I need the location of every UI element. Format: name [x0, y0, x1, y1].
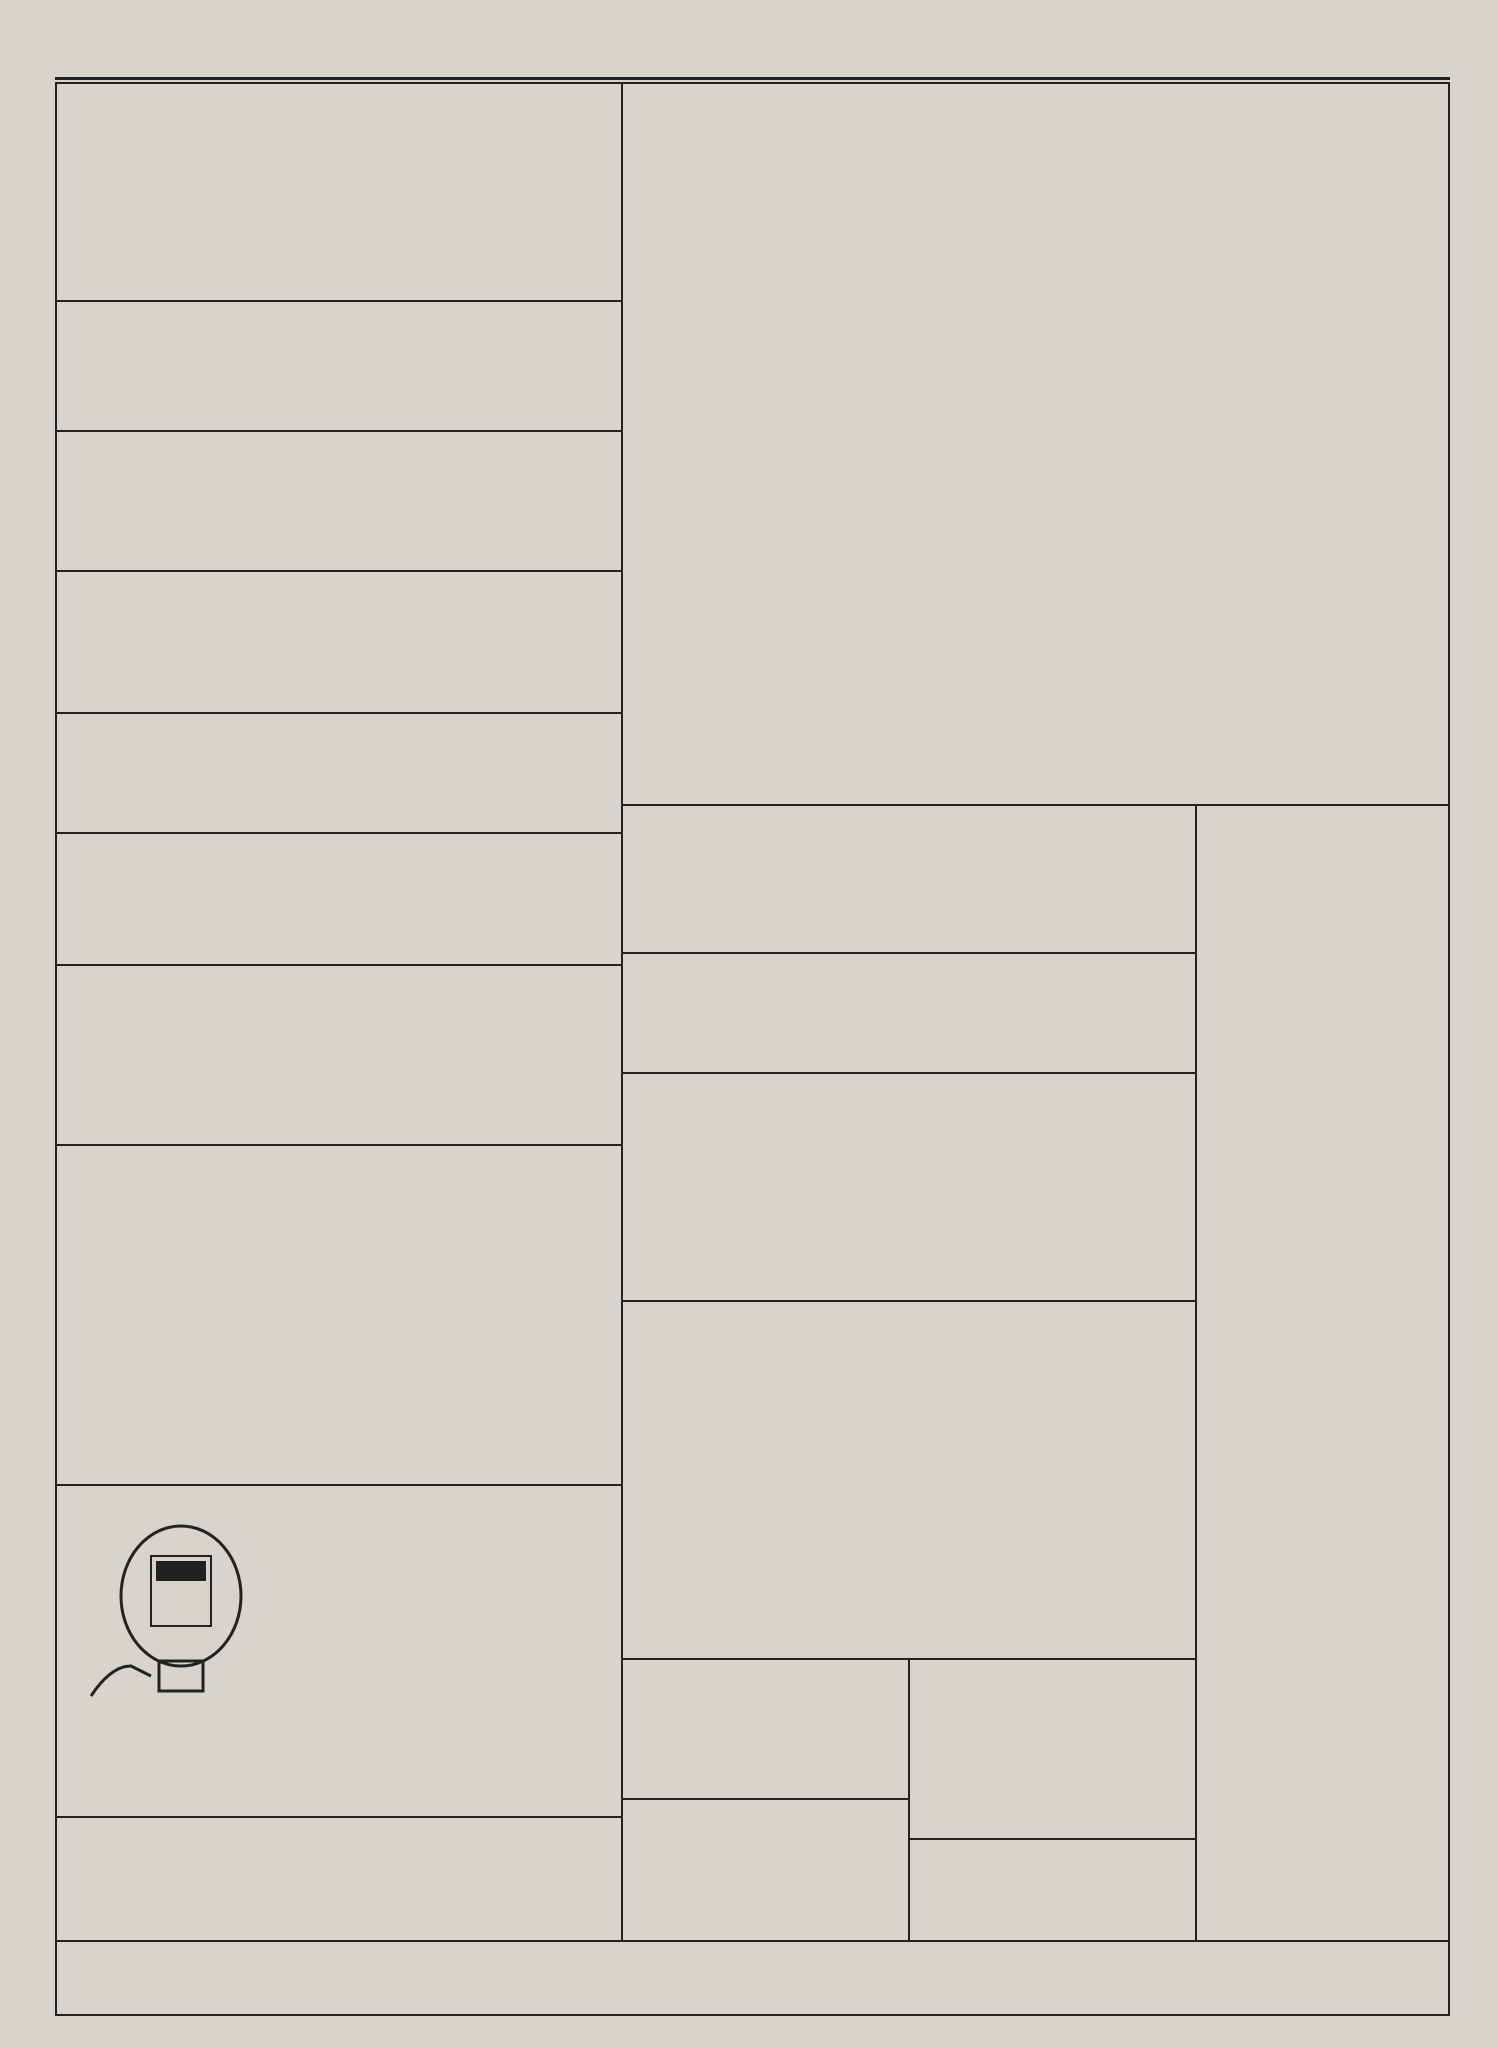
ad-bald [57, 966, 621, 1146]
ad-socks [623, 1800, 908, 1940]
ad-clothes [57, 1146, 621, 1486]
bottom-split [623, 1660, 1195, 1940]
ad-bag [910, 1840, 1195, 1940]
ad-provinces [910, 1660, 1195, 1840]
ad-bookkeeping [57, 84, 621, 302]
ad-tujjar [623, 806, 1195, 954]
ad-barbershop [57, 302, 621, 432]
page-header [55, 52, 1450, 80]
ad-fars [57, 432, 621, 572]
lightbulb-icon [71, 1516, 271, 1716]
left-column [57, 84, 621, 1940]
right-column [1197, 806, 1448, 1940]
ad-tungsram [57, 1486, 621, 1818]
ad-official [623, 1302, 1195, 1660]
cinema-banner [55, 1942, 1450, 2016]
ad-watches [623, 954, 1195, 1074]
middle-column [623, 806, 1195, 1940]
ad-notice [623, 1074, 1195, 1302]
ad-nobody [57, 714, 621, 834]
ad-dodge [57, 834, 621, 966]
ad-exam [57, 1818, 621, 1940]
ad-institute [57, 572, 621, 714]
ad-ilan [623, 1660, 908, 1800]
auction-section [623, 84, 1448, 806]
